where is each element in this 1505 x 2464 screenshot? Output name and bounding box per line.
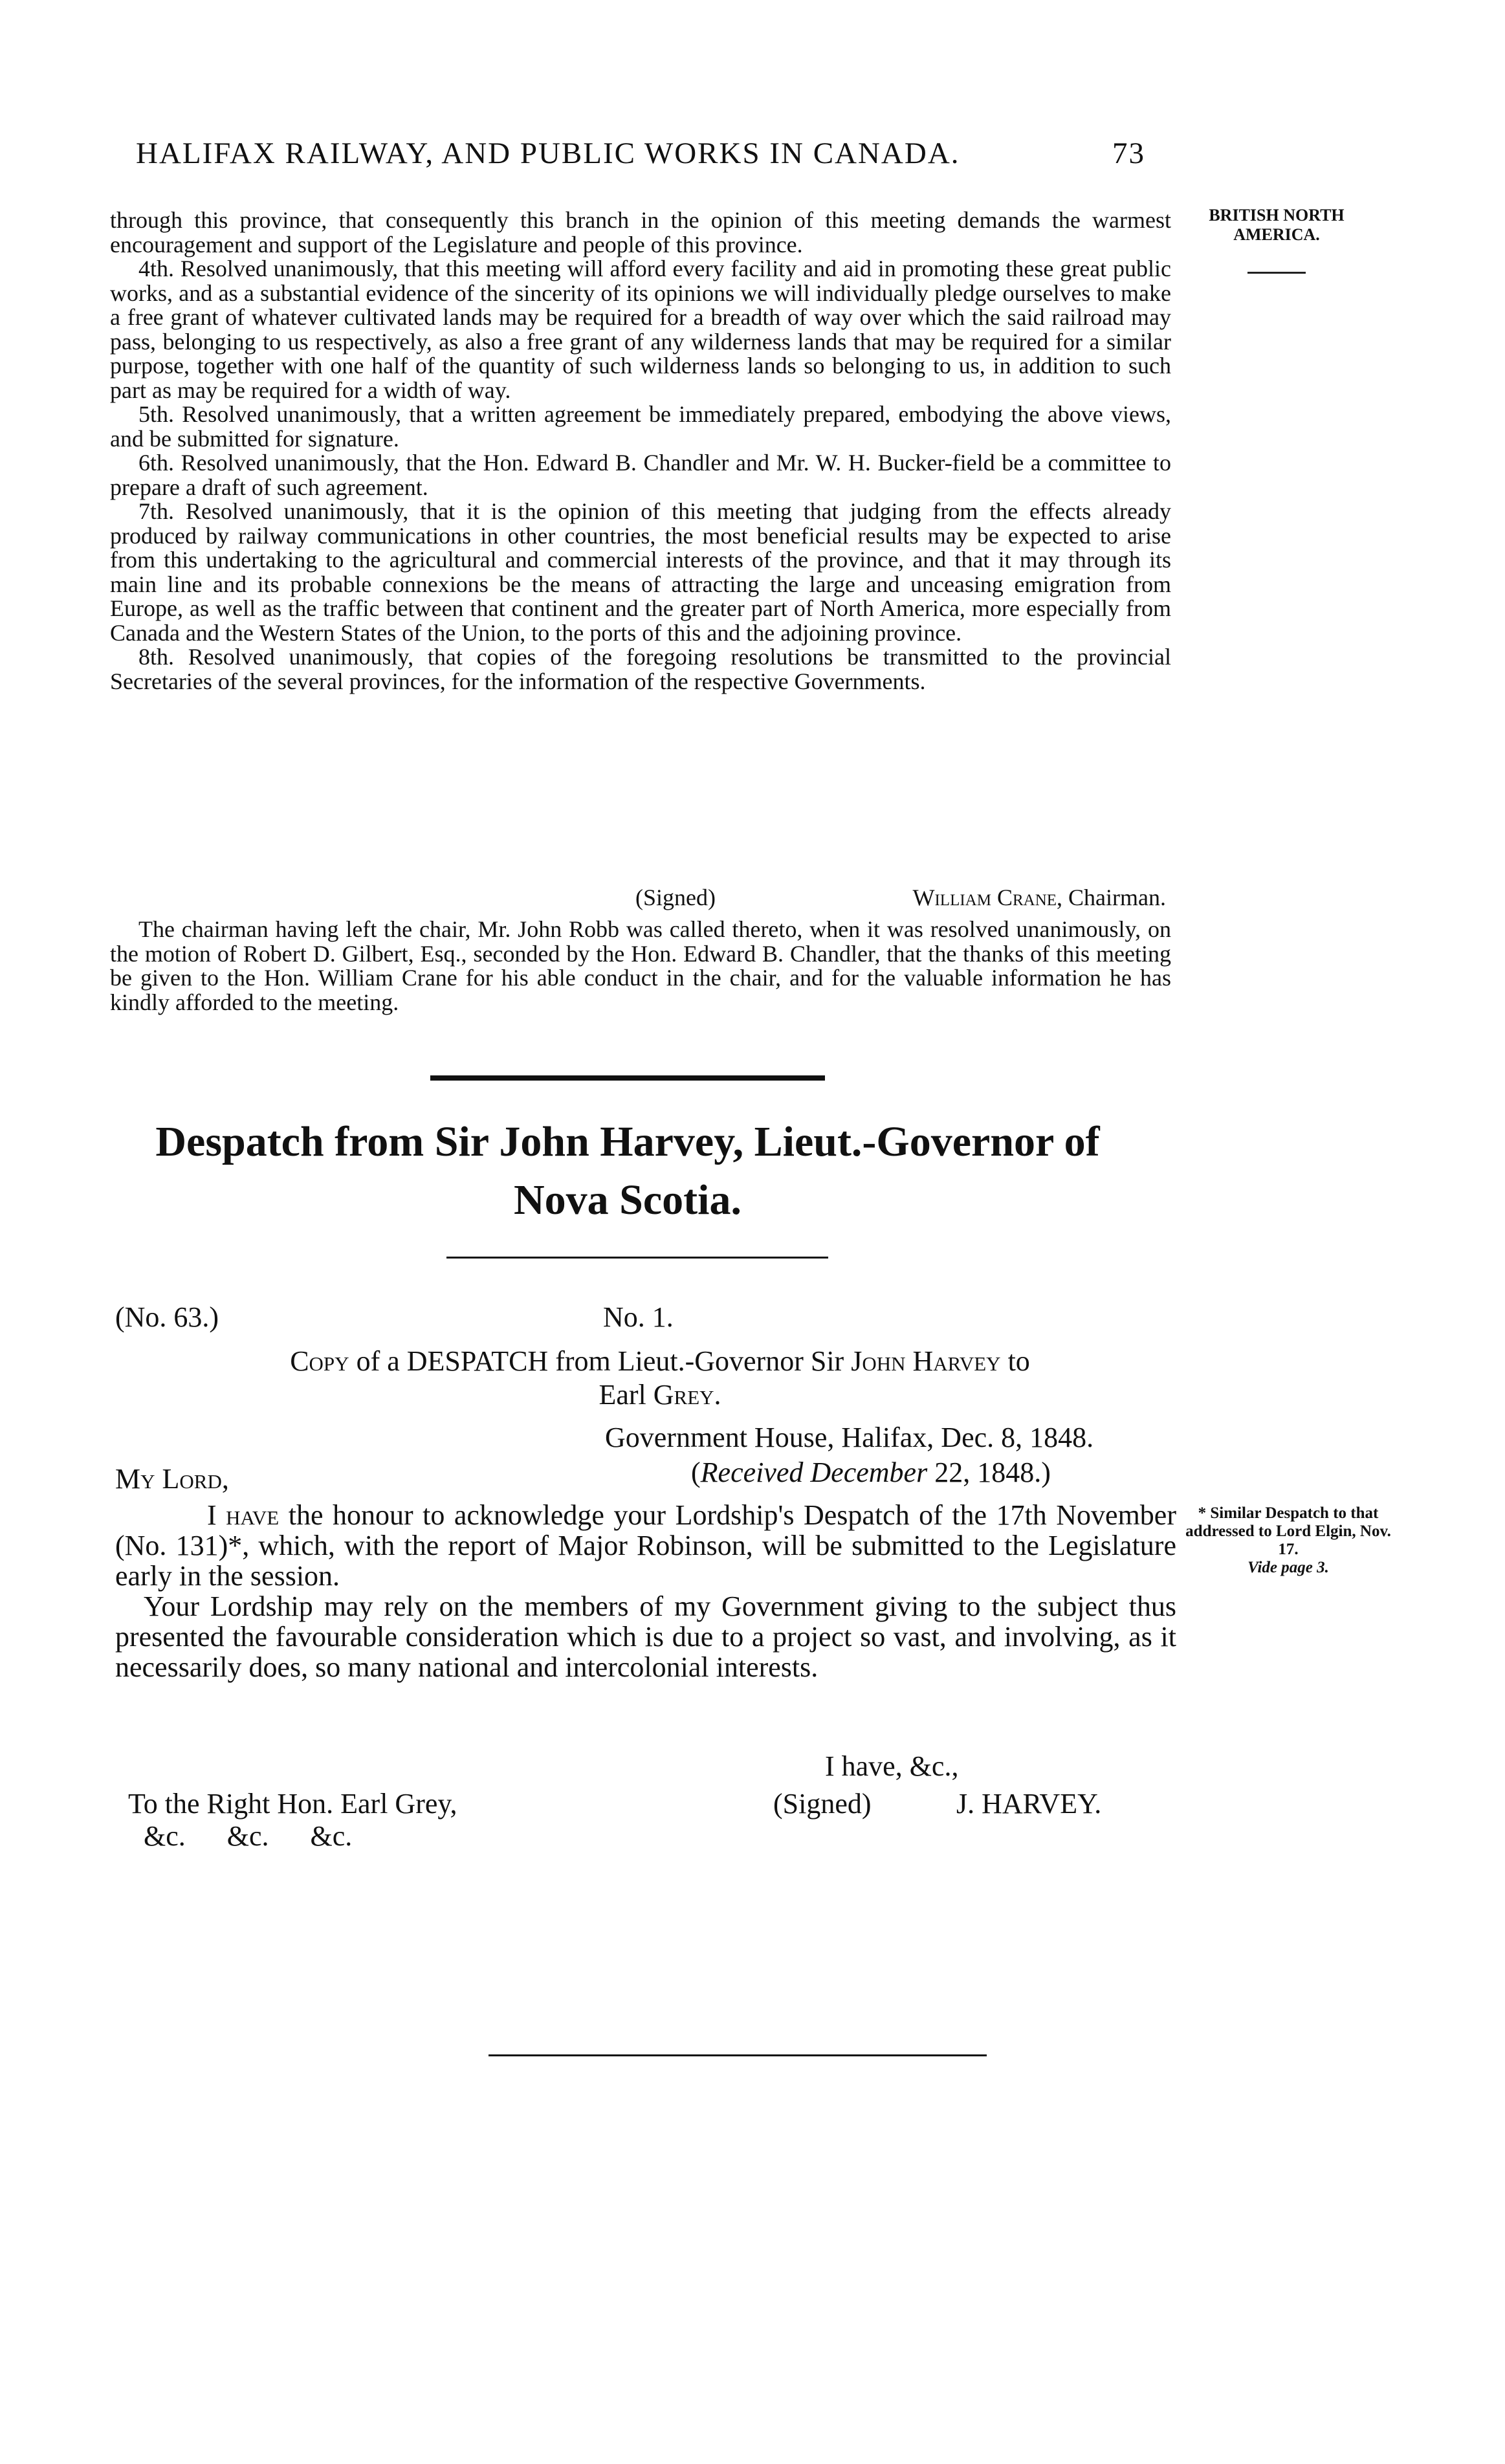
chairman-name-line: [913, 884, 1167, 911]
salutation: My Lord,: [115, 1463, 229, 1495]
page-number: 73: [1112, 137, 1145, 170]
etc-3: &c.: [310, 1820, 353, 1852]
resolution-continuation: through this province, that consequently this branch in the opinion of this meeting demands the warmest encouragement and support of the Legislature and people of this province.: [110, 207, 1171, 258]
despatch-body: [115, 1500, 1176, 1682]
section-heading-line1: Despatch from Sir John Harvey, Lieut.-Governor of: [155, 1118, 1100, 1165]
resolutions-block: [110, 208, 1171, 694]
closing-paragraph: The chairman having left the chair, Mr. John Robb was called thereto, when it was resolved unanimously, on the motion of Robert D. Gilbert, Esq., seconded by the Hon. Edward B. Chandler, that the thanks of this meeting be given to the Hon. William Crane for his able conduct in the chair, and for the valuable information he has kindly afforded to the meeting.: [110, 916, 1171, 1015]
despatch-para-2: Your Lordship may rely on the members of my Government giving to the subject thus presented the favourable consideration which is due to a project so vast, and involving, as it necessarily does, so many national and intercolonial interests.: [115, 1590, 1176, 1683]
closing-formula: I have, &c.,: [825, 1750, 959, 1782]
section-heading-line2: Nova Scotia.: [514, 1176, 742, 1224]
etc-2: &c.: [226, 1820, 269, 1852]
earl-word: Earl: [599, 1379, 654, 1411]
chairman-title: , Chairman.: [1057, 885, 1166, 910]
etc-line: [144, 1820, 467, 1853]
running-head: [136, 136, 1145, 171]
resolution-8: 8th. Resolved unanimously, that copies of the foregoing resolutions be transmitted to the provincial Secretaries of the several provinces, for the information of the respective Governments.: [110, 644, 1171, 694]
chairman-signature: [635, 884, 1166, 911]
resolution-6: 6th. Resolved unanimously, that the Hon. Edward B. Chandler and Mr. W. H. Bucker-field be a committee to prepare a draft of such agreement.: [110, 450, 1171, 500]
place-date: Government House, Halifax, Dec. 8, 1848.: [605, 1422, 1094, 1453]
footnote-text: * Similar Despatch to that addressed to Lord Elgin, Nov. 17.: [1185, 1504, 1391, 1558]
received-rest: 22, 1848.): [927, 1457, 1051, 1488]
signed-label-2: (Signed): [773, 1788, 872, 1820]
despatch-title: [194, 1345, 1126, 1412]
section-divider: [430, 1075, 825, 1081]
received-open: (: [691, 1457, 701, 1488]
etc-1: &c.: [144, 1820, 186, 1852]
signer-name: J. HARVEY.: [956, 1788, 1102, 1820]
margin-note-region: BRITISH NORTH AMERICA.: [1209, 206, 1345, 244]
resolution-5: 5th. Resolved unanimously, that a written agreement be immediately prepared, embodying the above views, and be submitted for signature.: [110, 401, 1171, 452]
despatch-para-1: [115, 1500, 1176, 1591]
received-date: [691, 1456, 1051, 1490]
signed-label: (Signed): [635, 885, 716, 910]
chairman-name: William Crane: [912, 885, 1057, 910]
resolution-4: 4th. Resolved unanimously, that this meeting will afford every facility and aid in promoting these great public works, and as a substantial evidence of the sincerity of its opinions we will individually pledge ourselves to make a free grant of whatever cultivated lands may be required for a breadth of way over which the said railroad may pass, belonging to us respectively, as also a free grant of any wilderness lands that may be required for a similar purpose, together with one half of the quantity of such wilderness lands so belonging to us, in addition to such part as may be required for a width of way.: [110, 256, 1171, 403]
received-label: Received December: [700, 1457, 928, 1488]
addressee: To the Right Hon. Earl Grey,: [128, 1788, 457, 1820]
closing-block: [110, 918, 1171, 1015]
sender-name: John Harvey: [851, 1345, 1001, 1377]
margin-note-footnote: [1181, 1504, 1395, 1577]
recipient-period: .: [714, 1379, 721, 1411]
despatch-ref: (No. 63.): [115, 1301, 219, 1333]
despatch-title-line1: [290, 1345, 1030, 1377]
despatch-para-1-text: the honour to acknowledge your Lordship's Despatch of the 17th November (No. 131)*, which, with the report of Major Robinson, will be submitted to the Legislature early in the session.: [115, 1499, 1176, 1592]
despatch-title-line2: [194, 1378, 1126, 1412]
recipient-name: Grey: [653, 1379, 714, 1411]
vide-reference: Vide page 3.: [1247, 1559, 1329, 1576]
despatch-number: No. 1.: [603, 1301, 674, 1333]
heading-divider: [446, 1257, 828, 1259]
despatch-title-mid: of a DESPATCH from Lieut.-Governor Sir: [349, 1345, 851, 1377]
section-heading: [129, 1113, 1126, 1229]
margin-divider: [1247, 272, 1306, 274]
despatch-title-to: to: [1000, 1345, 1030, 1377]
i-have: I have: [207, 1499, 280, 1531]
bottom-divider: [489, 2054, 987, 2056]
running-title: HALIFAX RAILWAY, AND PUBLIC WORKS IN CANADA.: [136, 137, 960, 170]
copy-word: Copy: [290, 1345, 349, 1377]
resolution-7: 7th. Resolved unanimously, that it is the opinion of this meeting that judging from the effects already produced by railway communications in other countries, the most beneficial results may be expected to arise from this undertaking to the agricultural and commercial interests of the province, and that it may through its main line and its probable connexions be the means of attracting the large and unceasing emigration from Europe, as well as the traffic between that continent and the greater part of North America, more especially from Canada and the Western States of the Union, to the ports of this and the adjoining province.: [110, 498, 1171, 646]
